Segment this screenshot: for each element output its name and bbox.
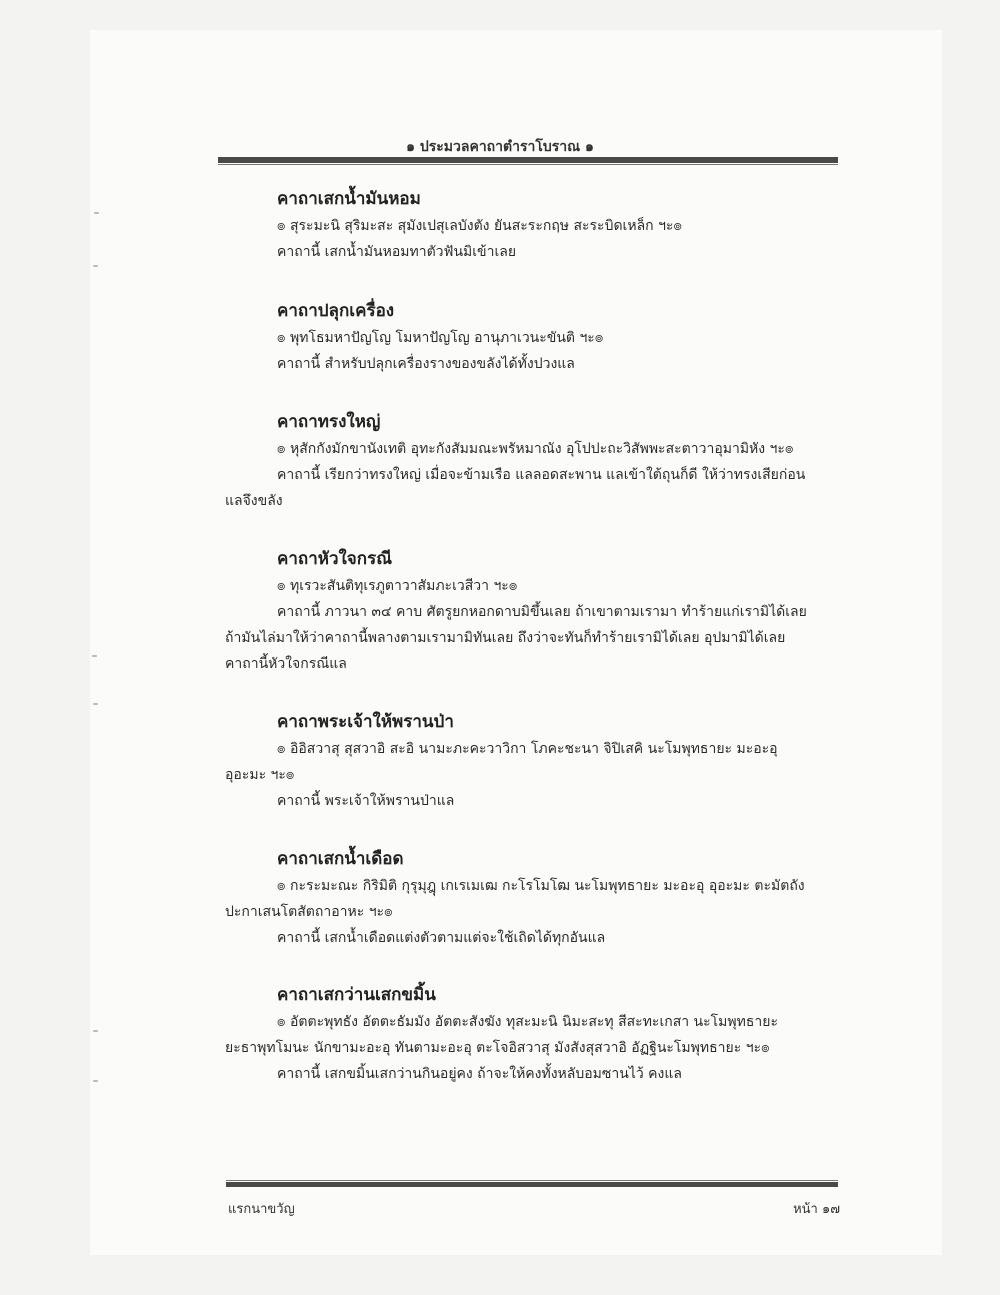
scan-speck — [93, 1080, 98, 1082]
scan-speck — [93, 703, 98, 705]
section-hua-jai-korani — [225, 545, 840, 677]
header-rule-thick — [218, 157, 838, 163]
header-rule-thin — [218, 164, 838, 165]
scan-speck — [94, 212, 99, 214]
incantation-line: ๏ อัตตะพุทธัง อัตตะธัมมัง อัตตะสังฆัง ทุสะมะนิ นิมะสะทุ สีสะทะเกสา นะโมพุทธายะ — [277, 1014, 778, 1030]
explanation-line: คาถานี้หัวใจกรณีแล — [225, 656, 347, 672]
explanation-line: คาถานี้ ภาวนา ๓๔ คาบ ศัตรูยกหอกดาบมิขึ้นเลย ถ้าเขาตามเรามา ทำร้ายแก่เรามิได้เลย — [277, 604, 807, 620]
section-sesk-wan-khamin — [225, 981, 840, 1087]
incantation-line: ปะกาเสนโตสัตถาอาหะ ฯะ๏ — [225, 904, 393, 920]
footer-rule-thin — [226, 1180, 838, 1181]
explanation-line: คาถานี้ เสกน้ำเดือดแต่งตัวตามแต่จะใช้เถิดได้ทุกอันแล — [277, 930, 606, 946]
section-title: คาถาเสกน้ำมันหอม — [277, 189, 421, 209]
incantation-line: ๏ ทุเรวะสันติทุเรภูตาวาสัมภะเวสีวา ฯะ๏ — [277, 578, 518, 594]
section-phra-chao-hai-phran-pa — [225, 708, 840, 814]
explanation-line: คาถานี้ พระเจ้าให้พรานป่าแล — [277, 793, 455, 809]
scan-speck — [92, 655, 97, 657]
incantation-line: ๏ กะระมะณะ กิริมิติ กุรุมุฎุ เกเรเมเฒ กะโรโมโฒ นะโมพุทธายะ มะอะอุ อุอะมะ ตะมัตถัง — [277, 878, 805, 894]
incantation-line: ๏ หุสักกังมักขานังเทติ อุทะกังสัมมณะพรัหมาณัง อุโปปะถะวิสัพพะสะตาวาอุมามิหัง ฯะ๏ — [277, 441, 794, 457]
section-title: คาถาปลุกเครื่อง — [277, 301, 395, 321]
section-title: คาถาเสกน้ำเดือด — [277, 849, 404, 869]
explanation-line: แลจึงขลัง — [225, 493, 283, 509]
explanation-line: คาถานี้ เสกขมิ้นเสกว่านกินอยู่คง ถ้าจะให้คงทั้งหลับอมซานไว้ คงแล — [277, 1066, 682, 1082]
explanation-line: คาถานี้ เรียกว่าทรงใหญ่ เมื่อจะข้ามเรือ แลลอดสะพาน แลเข้าใต้ถุนก็ดี ให้ว่าทรงเสียก่อน — [277, 467, 806, 483]
section-title: คาถาหัวใจกรณี — [277, 549, 392, 569]
scan-speck — [93, 265, 98, 267]
explanation-line: ถ้ามันไล่มาให้ว่าคาถานี้พลางตามเรามามิทันเลย ถึงว่าจะทันก็ทำร้ายเรามิได้เลย อุปมามิได้เลย — [225, 630, 786, 646]
footer-rule-thick — [226, 1182, 838, 1187]
incantation-line: อุอะมะ ฯะ๏ — [225, 767, 295, 783]
section-title: คาถาทรงใหญ่ — [277, 412, 381, 432]
section-pluk-khrueang — [225, 297, 840, 377]
footer-left-text: แรกนาขวัญ — [228, 1202, 295, 1217]
incantation-line: ๏ อิอิสวาสุ สุสวาอิ สะอิ นามะภะคะวาวิกา โภคะชะนา จิปิเสคิ นะโมพุทธายะ มะอะอุ — [277, 741, 778, 757]
page-number: หน้า ๑๗ — [793, 1202, 840, 1217]
explanation-line: คาถานี้ สำหรับปลุกเครื่องรางของขลังได้ทั้งปวงแล — [277, 356, 575, 372]
section-title: คาถาพระเจ้าให้พรานป่า — [277, 712, 454, 732]
running-header: ๑ ประมวลคาถาตำราโบราณ ๑ — [406, 139, 594, 155]
section-sesk-namman-hom — [225, 185, 840, 265]
section-song-yai — [225, 408, 840, 514]
explanation-line: คาถานี้ เสกน้ำมันหอมทาตัวฟันมิเข้าเลย — [277, 244, 517, 260]
incantation-line: ยะธาพุทโมนะ นักขามะอะอุ ทันตามะอะอุ ตะโจอิสวาสุ มังสังสุสวาอิ อัฏฐินะโมพุทธายะ ฯะ๏ — [225, 1040, 770, 1056]
incantation-line: ๏ พุทโธมหาปัญโญ โมหาปัญโญ อานุภาเวนะขันติ ฯะ๏ — [277, 330, 604, 346]
section-sesk-nam-dueat — [225, 845, 840, 951]
section-title: คาถาเสกว่านเสกขมิ้น — [277, 985, 436, 1005]
scan-speck — [93, 1030, 98, 1032]
incantation-line: ๏ สุระมะนิ สุริมะสะ สุมังเปสุเลบังตัง ยันสะระกฤษ สะระบิดเหล็ก ฯะ๏ — [277, 218, 683, 234]
